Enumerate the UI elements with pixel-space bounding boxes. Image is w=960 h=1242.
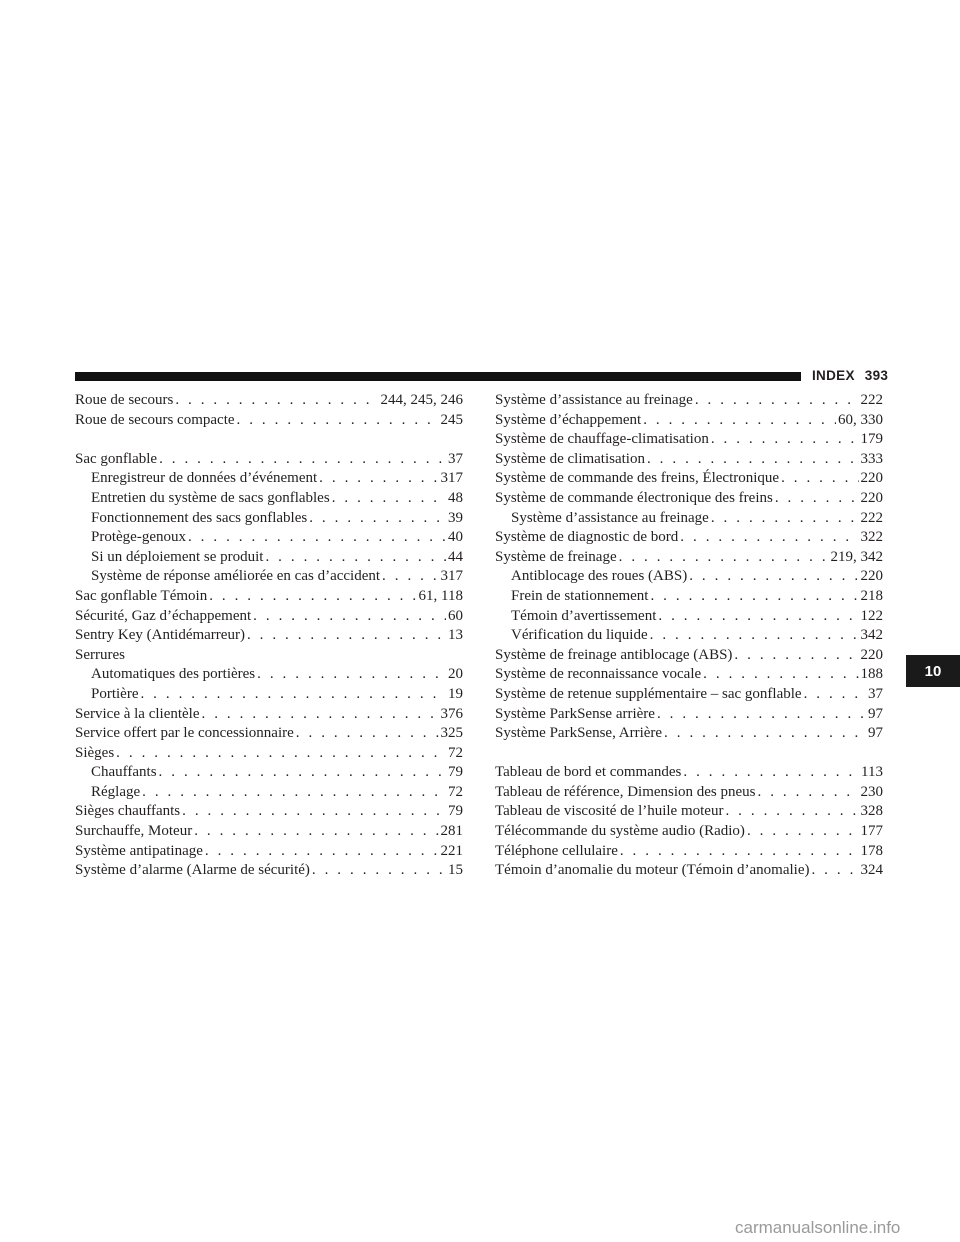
- entry-label: Système ParkSense, Arrière: [495, 725, 663, 742]
- index-subentry: [75, 763, 463, 783]
- dot-leader: [312, 861, 446, 881]
- page-reference[interactable]: 15: [448, 862, 463, 879]
- dot-leader: [257, 665, 446, 685]
- index-subentry: [75, 489, 463, 509]
- index-subentry: [495, 509, 883, 529]
- dot-leader: [332, 489, 446, 509]
- entry-label: Système de climatisation: [495, 450, 645, 467]
- watermark-text: carmanualsonline.info: [735, 1218, 901, 1237]
- entry-label: Système de diagnostic de bord: [495, 529, 679, 546]
- entry-label: Sièges chauffants: [75, 803, 181, 820]
- index-entry: [75, 607, 463, 627]
- page-reference[interactable]: 60, 330: [838, 411, 883, 428]
- index-entry: [75, 411, 463, 431]
- dot-leader: [734, 646, 858, 666]
- entry-label: Système de chauffage-climatisation: [495, 431, 709, 448]
- dot-leader: [689, 567, 858, 587]
- entry-label: Protège-genoux: [91, 529, 186, 546]
- page-reference[interactable]: 113: [861, 764, 883, 781]
- page-reference[interactable]: 19: [448, 685, 463, 702]
- dot-leader: [237, 411, 439, 431]
- dot-leader: [683, 763, 859, 783]
- dot-leader: [188, 528, 446, 548]
- entry-label: Système antipatinage: [75, 842, 203, 859]
- page-reference[interactable]: 60: [448, 607, 463, 624]
- index-entry: [75, 587, 463, 607]
- page-reference[interactable]: 324: [860, 862, 883, 879]
- dot-leader: [643, 411, 836, 431]
- entry-label: Système de retenue supplémentaire – sac gonflable: [495, 685, 802, 702]
- dot-leader: [142, 783, 446, 803]
- dot-leader: [265, 548, 446, 568]
- page-reference[interactable]: 39: [448, 509, 463, 526]
- dot-leader: [159, 763, 446, 783]
- index-subentry: [75, 548, 463, 568]
- index-entry: [495, 861, 883, 881]
- index-entry: [495, 842, 883, 862]
- index-entry: [495, 548, 883, 568]
- dot-leader: [253, 607, 446, 627]
- entry-label: Automatiques des portières: [91, 666, 256, 683]
- index-column-right: [495, 391, 883, 881]
- page-reference[interactable]: 37: [448, 450, 463, 467]
- page-reference[interactable]: 179: [860, 431, 883, 448]
- entry-label: Système de freinage: [495, 548, 617, 565]
- entry-label: Sécurité, Gaz d’échappement: [75, 607, 252, 624]
- entry-label: Serrures: [75, 646, 125, 663]
- page-reference[interactable]: 178: [860, 842, 883, 859]
- index-entry: [495, 705, 883, 725]
- index-entry: [495, 802, 883, 822]
- entry-label: Témoin d’anomalie du moteur (Témoin d’anomalie): [495, 862, 810, 879]
- entry-label: Système de commande des freins, Électronique: [495, 470, 780, 487]
- dot-leader: [116, 744, 446, 764]
- dot-leader: [319, 469, 438, 489]
- entry-label: Réglage: [91, 783, 141, 800]
- dot-leader: [202, 705, 439, 725]
- page-reference[interactable]: 220: [860, 470, 883, 487]
- entry-label: Sac gonflable Témoin: [75, 587, 208, 604]
- page-reference[interactable]: 97: [868, 705, 883, 722]
- dot-leader: [159, 450, 446, 470]
- index-entry: [75, 724, 463, 744]
- dot-leader: [781, 469, 858, 489]
- dot-leader: [247, 626, 446, 646]
- page-reference[interactable]: 342: [860, 627, 883, 644]
- entry-label: Vérification du liquide: [511, 627, 648, 644]
- page-reference[interactable]: 220: [860, 568, 883, 585]
- chapter-tab[interactable]: 10: [906, 655, 960, 687]
- dot-leader: [620, 842, 859, 862]
- page-reference[interactable]: 376: [440, 705, 463, 722]
- entry-label: Service à la clientèle: [75, 705, 200, 722]
- page-reference[interactable]: 13: [448, 627, 463, 644]
- entry-label: Tableau de viscosité de l’huile moteur: [495, 803, 724, 820]
- entry-label: Portière: [91, 685, 139, 702]
- page-reference[interactable]: 218: [860, 587, 883, 604]
- page-reference[interactable]: 40: [448, 529, 463, 546]
- index-entry: [495, 391, 883, 411]
- entry-label: Sentry Key (Antidémarreur): [75, 627, 245, 644]
- page-reference[interactable]: 37: [868, 685, 883, 702]
- page-reference[interactable]: 221: [440, 842, 463, 859]
- index-column-left: [75, 391, 463, 881]
- entry-label: Roue de secours compacte: [75, 411, 235, 428]
- dot-leader: [296, 724, 439, 744]
- entry-label: Frein de stationnement: [511, 587, 649, 604]
- page-reference[interactable]: 97: [868, 725, 883, 742]
- entry-label: Témoin d’avertissement: [511, 607, 657, 624]
- dot-leader: [695, 391, 859, 411]
- dot-leader: [650, 626, 859, 646]
- dot-leader: [703, 665, 858, 685]
- dot-leader: [711, 430, 859, 450]
- page-reference[interactable]: 188: [860, 666, 883, 683]
- index-subentry: [75, 567, 463, 587]
- page-reference[interactable]: 79: [448, 764, 463, 781]
- page-reference[interactable]: 220: [860, 489, 883, 506]
- page-reference[interactable]: 72: [448, 783, 463, 800]
- entry-label: Système d’alarme (Alarme de sécurité): [75, 862, 310, 879]
- dot-leader: [804, 685, 866, 705]
- dot-leader: [650, 587, 858, 607]
- index-subentry: [75, 783, 463, 803]
- entry-label: Tableau de bord et commandes: [495, 764, 682, 781]
- entry-label: Système d’assistance au freinage: [511, 509, 709, 526]
- entry-label: Tableau de référence, Dimension des pneus: [495, 783, 756, 800]
- entry-label: Système de freinage antiblocage (ABS): [495, 646, 733, 663]
- index-subentry: [75, 469, 463, 489]
- index-subentry: [75, 665, 463, 685]
- dot-leader: [711, 509, 859, 529]
- dot-leader: [657, 705, 866, 725]
- index-subentry: [75, 528, 463, 548]
- index-entry: [75, 802, 463, 822]
- index-entry: [75, 705, 463, 725]
- index-entry: [495, 763, 883, 783]
- dot-leader: [175, 391, 378, 411]
- index-entry: [495, 783, 883, 803]
- index-entry: [495, 822, 883, 842]
- index-subentry: [495, 587, 883, 607]
- dot-leader: [658, 607, 858, 627]
- page-reference[interactable]: 317: [440, 568, 463, 585]
- index-subentry: [495, 567, 883, 587]
- index-entry: [495, 724, 883, 744]
- index-subentry: [75, 509, 463, 529]
- index-entry: [495, 450, 883, 470]
- header-rule: [75, 372, 801, 381]
- entry-label: Système ParkSense arrière: [495, 705, 655, 722]
- index-entry: [495, 430, 883, 450]
- page-reference[interactable]: 317: [440, 470, 463, 487]
- page-reference[interactable]: 72: [448, 744, 463, 761]
- index-entry: [75, 861, 463, 881]
- page-reference[interactable]: 328: [860, 803, 883, 820]
- entry-label: Système de reconnaissance vocale: [495, 666, 702, 683]
- index-entry: [75, 842, 463, 862]
- page-reference[interactable]: 245: [440, 411, 463, 428]
- page-reference[interactable]: 177: [860, 823, 883, 840]
- dot-leader: [775, 489, 859, 509]
- entry-label: Surchauffe, Moteur: [75, 823, 193, 840]
- dot-leader: [664, 724, 866, 744]
- index-entry: [495, 665, 883, 685]
- entry-label: Téléphone cellulaire: [495, 842, 618, 859]
- entry-label: Enregistreur de données d’événement: [91, 470, 318, 487]
- dot-leader: [182, 802, 446, 822]
- entry-label: Sièges: [75, 744, 115, 761]
- index-entry: [75, 744, 463, 764]
- page-reference[interactable]: 20: [448, 666, 463, 683]
- page-reference[interactable]: 44: [448, 548, 463, 565]
- entry-label: Système de commande électronique des freins: [495, 489, 773, 506]
- entry-label: Si un déploiement se produit: [91, 548, 264, 565]
- index-entry: [495, 411, 883, 431]
- page-reference[interactable]: 48: [448, 489, 463, 506]
- entry-label: Télécommande du système audio (Radio): [495, 823, 745, 840]
- index-entry: [75, 822, 463, 842]
- entry-label: Service offert par le concessionnaire: [75, 725, 294, 742]
- dot-leader: [194, 822, 438, 842]
- index-entry: [75, 391, 463, 411]
- page-reference[interactable]: 79: [448, 803, 463, 820]
- entry-label: Entretien du système de sacs gonflables: [91, 489, 330, 506]
- dot-leader: [619, 548, 829, 568]
- dot-leader: [309, 509, 446, 529]
- dot-leader: [382, 567, 438, 587]
- section-title: INDEX: [812, 368, 855, 383]
- page-reference[interactable]: 244, 245, 246: [380, 392, 463, 408]
- index-entry: [495, 528, 883, 548]
- entry-label: Roue de secours: [75, 392, 174, 408]
- index-subentry: [75, 685, 463, 705]
- entry-label: Antiblocage des roues (ABS): [511, 568, 688, 585]
- page-reference[interactable]: 230: [860, 783, 883, 800]
- entry-label: Fonctionnement des sacs gonflables: [91, 509, 308, 526]
- dot-leader: [680, 528, 858, 548]
- dot-leader: [209, 587, 416, 607]
- page-number: 393: [864, 368, 889, 383]
- page-reference[interactable]: 281: [440, 823, 463, 840]
- dot-leader: [758, 783, 859, 803]
- entry-label: Chauffants: [91, 764, 157, 781]
- index-subentry: [495, 607, 883, 627]
- page-reference[interactable]: 220: [860, 646, 883, 663]
- dot-leader: [647, 450, 859, 470]
- index-entry: [495, 489, 883, 509]
- entry-label: Système de réponse améliorée en cas d’accident: [91, 568, 381, 585]
- index-entry: [495, 685, 883, 705]
- entry-label: Sac gonflable: [75, 450, 158, 467]
- page-reference[interactable]: 325: [440, 725, 463, 742]
- running-header: [812, 368, 888, 383]
- dot-leader: [747, 822, 859, 842]
- dot-leader: [140, 685, 446, 705]
- index-subentry: [495, 626, 883, 646]
- page-reference[interactable]: 222: [860, 392, 883, 408]
- index-entry: [495, 469, 883, 489]
- index-entry: [75, 626, 463, 646]
- page-reference[interactable]: 222: [860, 509, 883, 526]
- index-entry: [495, 646, 883, 666]
- entry-label: Système d’assistance au freinage: [495, 392, 693, 408]
- entry-label: Système d’échappement: [495, 411, 642, 428]
- page-reference[interactable]: 61, 118: [418, 587, 463, 604]
- dot-leader: [205, 842, 439, 862]
- dot-leader: [725, 802, 858, 822]
- index-entry: [75, 646, 463, 666]
- page-reference[interactable]: 322: [860, 529, 883, 546]
- index-entry: [75, 450, 463, 470]
- page-reference[interactable]: 333: [860, 450, 883, 467]
- page-reference[interactable]: 122: [860, 607, 883, 624]
- page-reference[interactable]: 219, 342: [830, 548, 883, 565]
- dot-leader: [811, 861, 858, 881]
